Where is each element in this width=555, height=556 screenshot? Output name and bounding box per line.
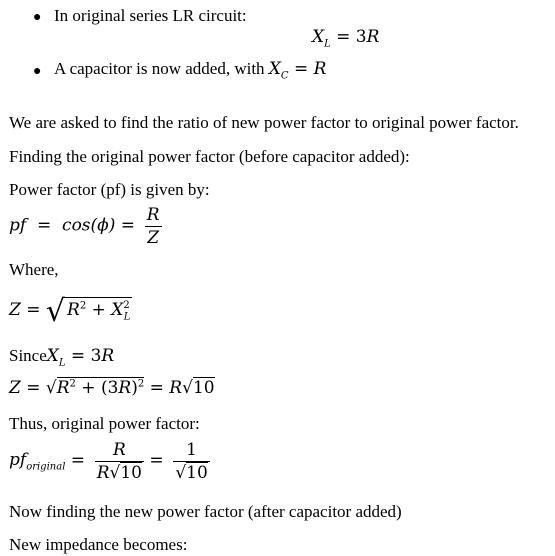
bullet-1-text: In original series LR circuit: bbox=[54, 6, 247, 25]
paragraph-ratio: We are asked to find the ratio of new power factor to original power factor. bbox=[9, 113, 519, 132]
equation-impedance: Z = √ $R^2 + X^2_L$ bbox=[9, 294, 131, 329]
paragraph-new-pf: Now finding the new power factor (after capacitor added) bbox=[9, 502, 402, 521]
bullet-2-text: A capacitor is now added, with $X_C = R$ bbox=[54, 59, 327, 82]
since-label: Since bbox=[9, 346, 47, 365]
bullet-2-label: A capacitor is now added, with bbox=[54, 59, 269, 78]
paragraph-new-impedance: New impedance becomes: bbox=[9, 535, 188, 554]
paragraph-pf-given-by: Power factor (pf) is given by: bbox=[9, 180, 210, 199]
equation-pf-cos: pf = cos(ϕ) = $\frac{R}{Z}$ bbox=[9, 205, 160, 248]
paragraph-thus-original: Thus, original power factor: bbox=[9, 414, 200, 433]
equation-impedance-value: $Z = √R^2 + (3R)^2 = R√10$ bbox=[9, 378, 215, 398]
bullet-dot: ● bbox=[33, 64, 42, 79]
equation-pf-original: $pf_{original}$ = $\frac{R}{R√10}$ = $\frac{1}{√10}$ bbox=[9, 440, 208, 483]
bullet-1-equation: $X_L = 3R$ bbox=[312, 27, 380, 50]
paragraph-finding-original: Finding the original power factor (before capacitor added): bbox=[9, 147, 410, 166]
bullet-dot: ● bbox=[33, 10, 42, 25]
paragraph-where: Where, bbox=[9, 260, 59, 279]
paragraph-since: SinceX$_L$ = 3R bbox=[9, 346, 115, 369]
